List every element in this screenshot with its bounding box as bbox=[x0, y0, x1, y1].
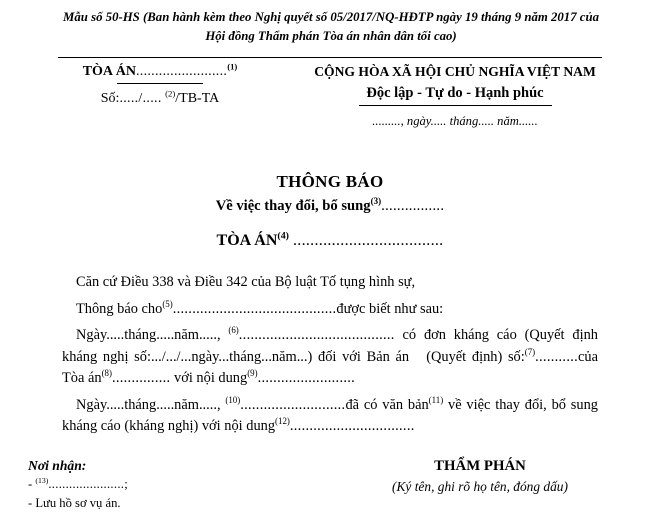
issuing-court-line bbox=[40, 61, 280, 80]
footnote-marker-4: (4) bbox=[277, 230, 289, 242]
appeal-date-text: Ngày.....tháng.....năm....., bbox=[76, 327, 221, 343]
notify-prefix: Thông báo cho bbox=[76, 300, 163, 317]
document-number-label: Số: bbox=[100, 91, 120, 106]
footnote-marker-3: (3) bbox=[370, 196, 382, 207]
appeal-text-2: (Quyết định) số: bbox=[426, 348, 525, 365]
document-subtitle-text: Về việc thay đổi, bổ sung bbox=[215, 198, 371, 214]
recipient-item-1 bbox=[28, 476, 288, 493]
appeal-dots-4: ......................... bbox=[257, 370, 356, 386]
document-title-block bbox=[0, 172, 660, 215]
footnote-marker-7: (7) bbox=[524, 346, 536, 357]
document-number-suffix: /TB-TA bbox=[175, 91, 220, 106]
page-title: THÔNG BÁO bbox=[276, 172, 384, 191]
notify-dots: .......................................... bbox=[172, 300, 337, 317]
footnote-marker-9: (9) bbox=[247, 368, 258, 379]
footnote-marker-11: (11) bbox=[428, 394, 444, 405]
footnote-marker-12: (12) bbox=[275, 416, 290, 427]
legal-basis-text: Căn cứ Điều 338 và Điều 342 của Bộ luật Tố tụng hình sự, bbox=[76, 274, 416, 290]
issuing-court-underline bbox=[117, 83, 203, 84]
body-paragraph-amendment bbox=[62, 395, 598, 438]
footnote-marker-1: (1) bbox=[227, 61, 238, 72]
amendment-dots-1: ........................... bbox=[240, 396, 346, 413]
header-divider-rule bbox=[58, 57, 602, 58]
body-paragraph-notify bbox=[62, 299, 598, 321]
place-date-line: ........., ngày..... tháng..... năm...... bbox=[372, 114, 538, 128]
body-paragraph-legal-basis bbox=[62, 272, 598, 294]
amendment-date-text: Ngày.....tháng.....năm....., bbox=[76, 396, 221, 413]
body-paragraph-appeal bbox=[62, 325, 598, 390]
amendment-text-1: đã có văn bản bbox=[345, 396, 429, 413]
appeal-dots-2: ........... bbox=[535, 348, 579, 365]
recipient-item-1-dots: ......................; bbox=[48, 477, 129, 491]
issuing-court-dots: ........................ bbox=[135, 64, 228, 79]
document-subtitle-dots: ................ bbox=[381, 198, 445, 214]
document-body bbox=[62, 272, 598, 438]
form-code-note-line2: Hội đồng Thẩm phán Tòa án nhân dân tối cao) bbox=[205, 29, 457, 43]
national-title: CỘNG HÒA XÃ HỘI CHỦ NGHĨA VIỆT NAM bbox=[314, 64, 596, 79]
issuing-court-block bbox=[40, 61, 280, 107]
document-number-line bbox=[40, 88, 280, 107]
appeal-text-3: của Tòa án bbox=[62, 348, 598, 386]
footnote-marker-10: (10) bbox=[225, 394, 241, 405]
appeal-dots-3: ............... bbox=[111, 370, 171, 386]
amendment-dots-2: ................................ bbox=[289, 418, 415, 434]
footnote-marker-5: (5) bbox=[162, 298, 173, 309]
amendment-text-2: về việc thay đổi, bổ sung kháng cáo (kháng nghị) với nội dung bbox=[62, 396, 598, 434]
target-court-dots: ................................... bbox=[292, 232, 444, 249]
document-number-dots: ...../..... bbox=[119, 91, 162, 106]
recipient-item-1-dash: - bbox=[28, 477, 33, 491]
issuing-court-label: TÒA ÁN bbox=[82, 64, 136, 79]
document-subtitle bbox=[0, 198, 660, 215]
recipient-item-2: - Lưu hồ sơ vụ án. bbox=[28, 496, 121, 510]
footnote-marker-2: (2) bbox=[165, 88, 176, 99]
national-heading-block bbox=[285, 64, 625, 129]
appeal-text-4: với nội dung bbox=[174, 370, 248, 386]
national-motto-underline bbox=[359, 105, 552, 106]
appeal-text-1: có đơn kháng cáo (Quyết định kháng nghị số:.../.../...ngày...tháng...năm...) đối với Bản án bbox=[62, 327, 598, 365]
footnote-marker-6: (6) bbox=[228, 325, 239, 336]
target-court-label: TÒA ÁN bbox=[216, 232, 278, 249]
form-code-note bbox=[55, 8, 607, 46]
signer-title: THẨM PHÁN bbox=[434, 458, 526, 474]
footnote-marker-13: (13) bbox=[35, 475, 49, 485]
recipients-title: Nơi nhận: bbox=[28, 458, 87, 473]
target-court-line bbox=[0, 232, 660, 250]
signature-block bbox=[330, 458, 630, 495]
form-code-note-line1: Mẫu số 50-HS (Ban hành kèm theo Nghị quyết số 05/2017/NQ-HĐTP ngày 19 tháng 9 năm 2017 của bbox=[63, 10, 599, 24]
recipients-block bbox=[28, 458, 288, 512]
footnote-marker-8: (8) bbox=[101, 368, 112, 379]
national-motto: Độc lập - Tự do - Hạnh phúc bbox=[366, 85, 544, 101]
signature-instruction: (Ký tên, ghi rõ họ tên, đóng dấu) bbox=[392, 479, 568, 494]
appeal-dots-1: ........................................ bbox=[238, 327, 395, 343]
notify-suffix: được biết như sau: bbox=[336, 300, 444, 317]
